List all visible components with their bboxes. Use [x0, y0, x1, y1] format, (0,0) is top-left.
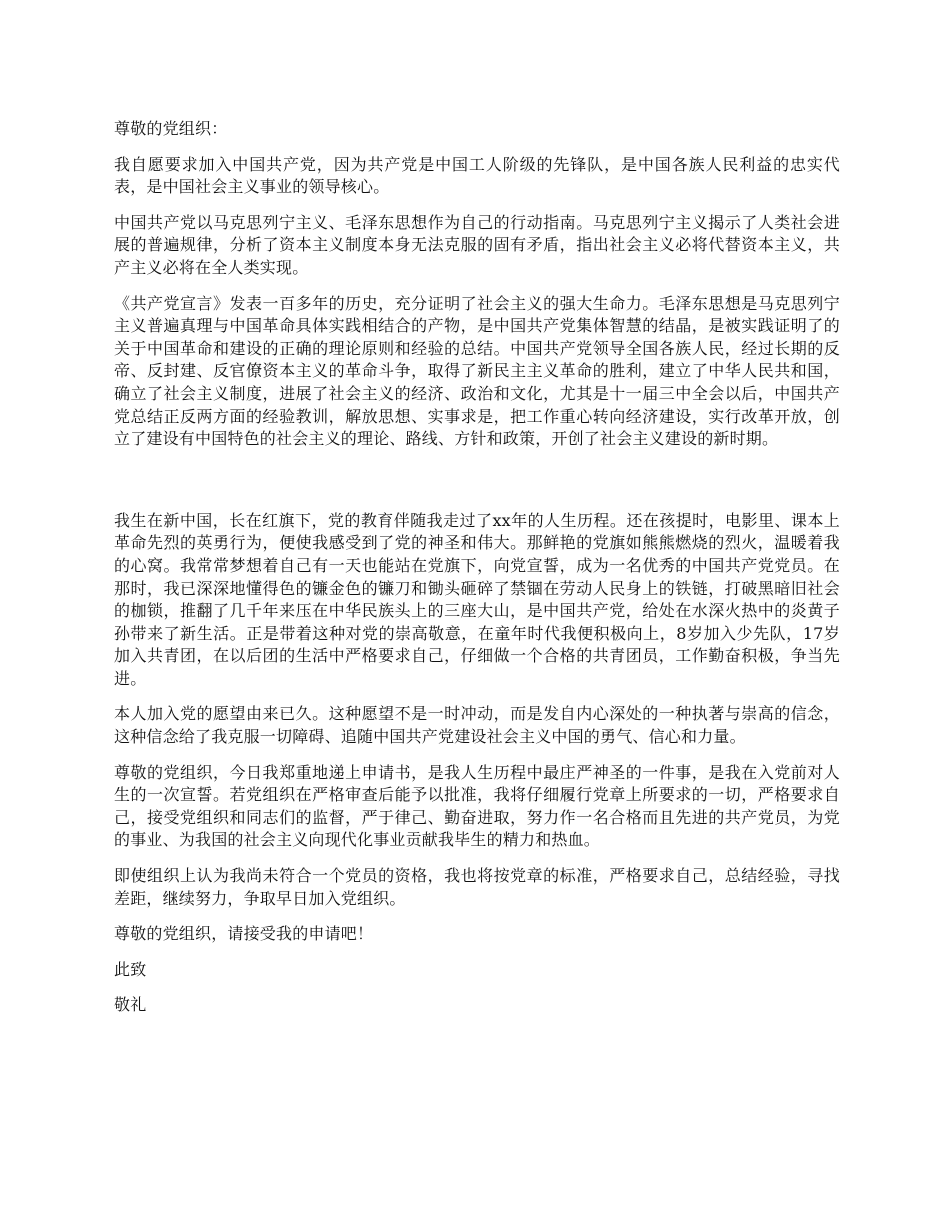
paragraph-6: 尊敬的党组织，今日我郑重地递上申请书，是我人生历程中最庄严神圣的一件事，是我在入党前对人生的一次宣誓。若党组织在严格审查后能予以批准，我将仔细履行党章上所要求的一切，严格要求自己，接受党组织和同志们的监督，严于律己、勤奋进取，努力作一名合格而且先进的共产党员，为党的事业、为我国的社会主义向现代化事业贡献我毕生的精力和热血。 [114, 762, 840, 850]
paragraph-5: 本人加入党的愿望由来已久。这种愿望不是一时冲动，而是发自内心深处的一种执著与崇高的信念，这种信念给了我克服一切障碍、追随中国共产党建设社会主义中国的勇气、信心和力量。 [114, 704, 840, 747]
salutation: 尊敬的党组织： [114, 119, 228, 138]
closing-line-2: 敬礼 [114, 995, 147, 1015]
paragraph-2: 中国共产党以马克思列宁主义、毛泽东思想作为自己的行动指南。马克思列宁主义揭示了人类社会进展的普遍规律，分析了资本主义制度本身无法克服的固有矛盾，指出社会主义必将代替资本主义，共产主义必将在全人类实现。 [114, 212, 840, 277]
paragraph-7: 即使组织上认为我尚未符合一个党员的资格，我也将按党章的标准，严格要求自己，总结经验，寻找差距，继续努力，争取早日加入党组织。 [114, 866, 840, 908]
paragraph-3: 《共产党宣言》发表一百多年的历史，充分证明了社会主义的强大生命力。毛泽东思想是马克思列宁主义普遍真理与中国革命具体实践相结合的产物，是中国共产党集体智慧的结晶，是被实践证明了的关于中国革命和建设的正确的理论原则和经验的总结。中国共产党领导全国各族人民，经过长期的反帝、反封建、反官僚资本主义的革命斗争，取得了新民主主义革命的胜利，建立了中华人民共和国，确立了社会主义制度，进展了社会主义的经济、政治和文化，尤其是十一届三中全会以后，中国共产党总结正反两方面的经验教训，解放思想、实事求是，把工作重心转向经济建设，实行改革开放，创立了建设有中国特色的社会主义的理论、路线、方针和政策，开创了社会主义建设的新时期。 [114, 293, 840, 449]
paragraph-4: 我生在新中国，长在红旗下，党的教育伴随我走过了xx年的人生历程。还在孩提时，电影里、课本上革命先烈的英勇行为，便使我感受到了党的神圣和伟大。那鲜艳的党旗如熊熊燃烧的烈火，温暖着我的心窝。我常常梦想着自己有一天也能站在党旗下，向党宣誓，成为一名优秀的中国共产党党员。在那时，我已深深地懂得色的镰金色的镰刀和锄头砸碎了禁锢在劳动人民身上的铁链，打破黑暗旧社会的枷锁，推翻了几千年来压在中华民族头上的三座大山，是中国共产党，给处在水深火热中的炎黄子孙带来了新生活。正是带着这种对党的崇高敬意，在童年时代我便积极向上，8岁加入少先队，17岁加入共青团，在以后团的生活中严格要求自己，仔细做一个合格的共青团员，工作勤奋积极，争当先进。 [114, 510, 840, 688]
closing-line-1: 此致 [114, 959, 147, 979]
paragraph-8: 尊敬的党组织，请接受我的申请吧！ [114, 924, 374, 944]
application-letter [114, 118, 840, 1030]
paragraph-1: 我自愿要求加入中国共产党，因为共产党是中国工人阶级的先锋队，是中国各族人民利益的忠实代表，是中国社会主义事业的领导核心。 [114, 154, 840, 197]
section-gap [114, 464, 840, 510]
